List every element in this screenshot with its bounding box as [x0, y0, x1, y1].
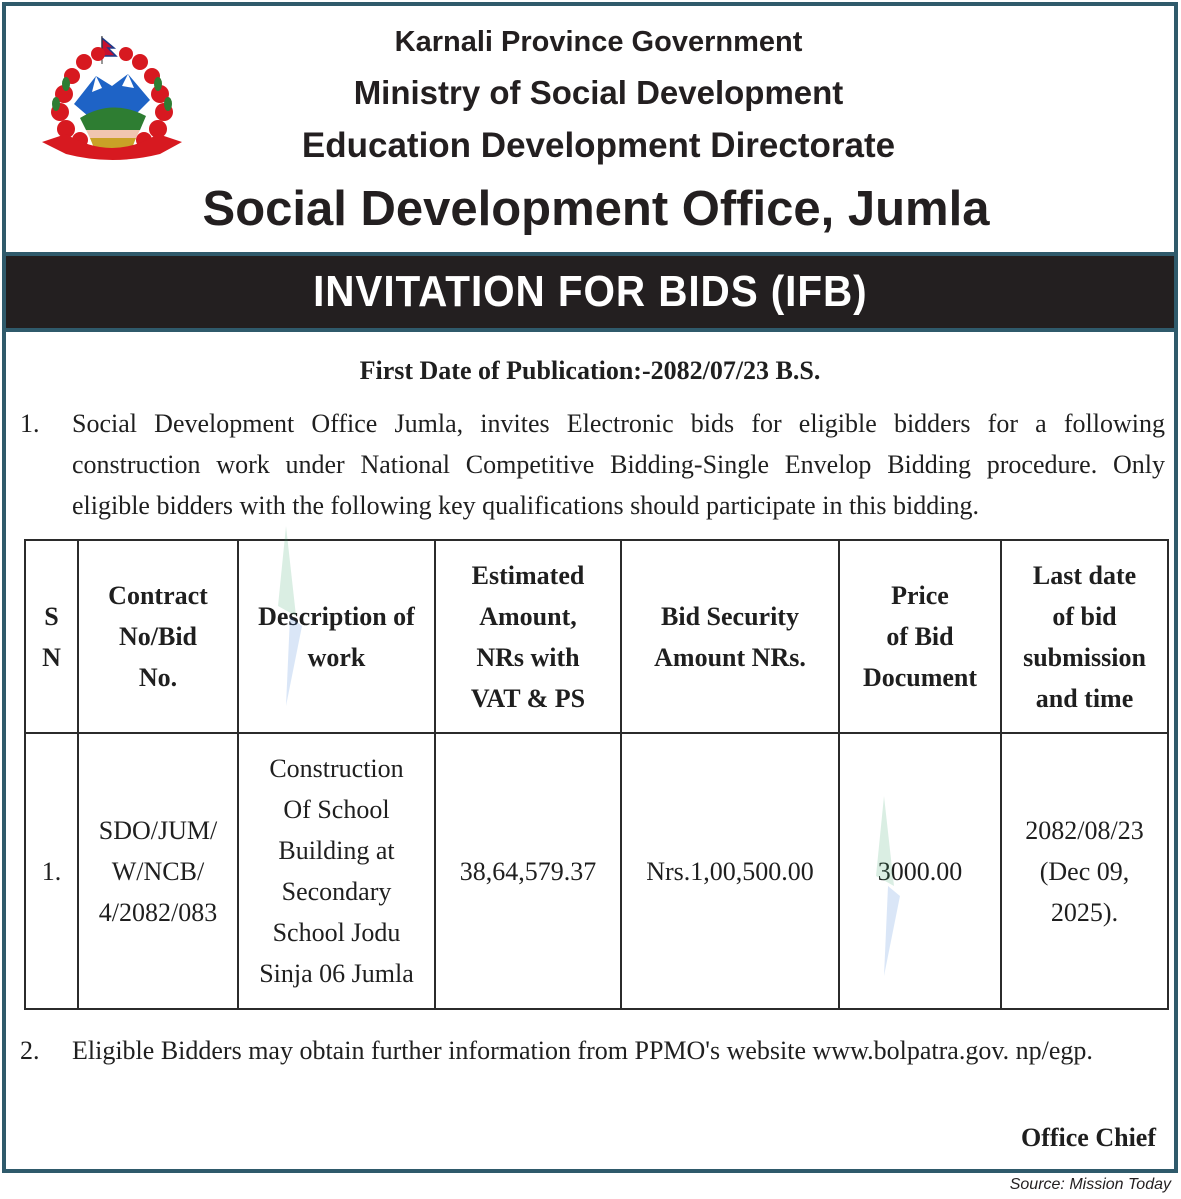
cell-last-date: 2082/08/23 (Dec 09, 2025). — [1001, 733, 1168, 1009]
header-price-bid-document: Price of Bid Document — [839, 540, 1001, 733]
header-contract-no: Contract No/Bid No. — [78, 540, 238, 733]
source-credit: Source: Mission Today — [1009, 1176, 1171, 1193]
header-directorate: Education Development Directorate — [301, 126, 896, 165]
notice-frame — [2, 2, 1178, 1173]
header-last-date: Last date of bid submission and time — [1001, 540, 1168, 733]
paragraph-1 — [20, 403, 1165, 526]
publication-date: First Date of Publication:-2082/07/23 B.S. — [359, 356, 821, 385]
header-description: Description of work — [238, 540, 435, 733]
notice-header — [6, 6, 1174, 252]
cell-estimated-amount: 38,64,579.37 — [435, 733, 621, 1009]
header-sn: S N — [25, 540, 78, 733]
paragraph-text: Social Development Office Jumla, invites Electronic bids for eligible bidders for a following construction work under National Competitive Bidding-Single Envelop Bidding procedure. Only eligible bidders with the following key qualifications should participate in this bidding. — [72, 409, 1165, 520]
header-province: Karnali Province Government — [394, 26, 803, 58]
cell-contract-no: SDO/JUM/ W/NCB/ 4/2082/083 — [78, 733, 238, 1009]
cell-price-bid-document: 3000.00 — [839, 733, 1001, 1009]
paragraph-number: 1. — [20, 409, 40, 438]
header-office: Social Development Office, Jumla — [202, 182, 990, 236]
cell-bid-security: Nrs.1,00,500.00 — [621, 733, 839, 1009]
cell-description: Construction Of School Building at Secondary School Jodu Sinja 06 Jumla — [238, 733, 435, 1009]
header-estimated-amount: Estimated Amount, NRs with VAT & PS — [435, 540, 621, 733]
header-bid-security: Bid Security Amount NRs. — [621, 540, 839, 733]
paragraph-2 — [20, 1030, 1165, 1071]
table-header-row — [25, 540, 1168, 733]
notice-title: INVITATION FOR BIDS (IFB) — [312, 267, 868, 316]
bids-table — [24, 539, 1169, 1010]
signature-office-chief: Office Chief — [1020, 1123, 1156, 1152]
paragraph-number: 2. — [20, 1036, 40, 1065]
cell-sn: 1. — [25, 733, 78, 1009]
title-banner — [6, 252, 1174, 332]
paragraph-text: Eligible Bidders may obtain further information from PPMO's website www.bolpatra.gov. np/egp. — [72, 1036, 1093, 1065]
table-row — [25, 733, 1168, 1009]
government-emblem-icon — [36, 34, 188, 164]
header-ministry: Ministry of Social Development — [353, 74, 844, 111]
